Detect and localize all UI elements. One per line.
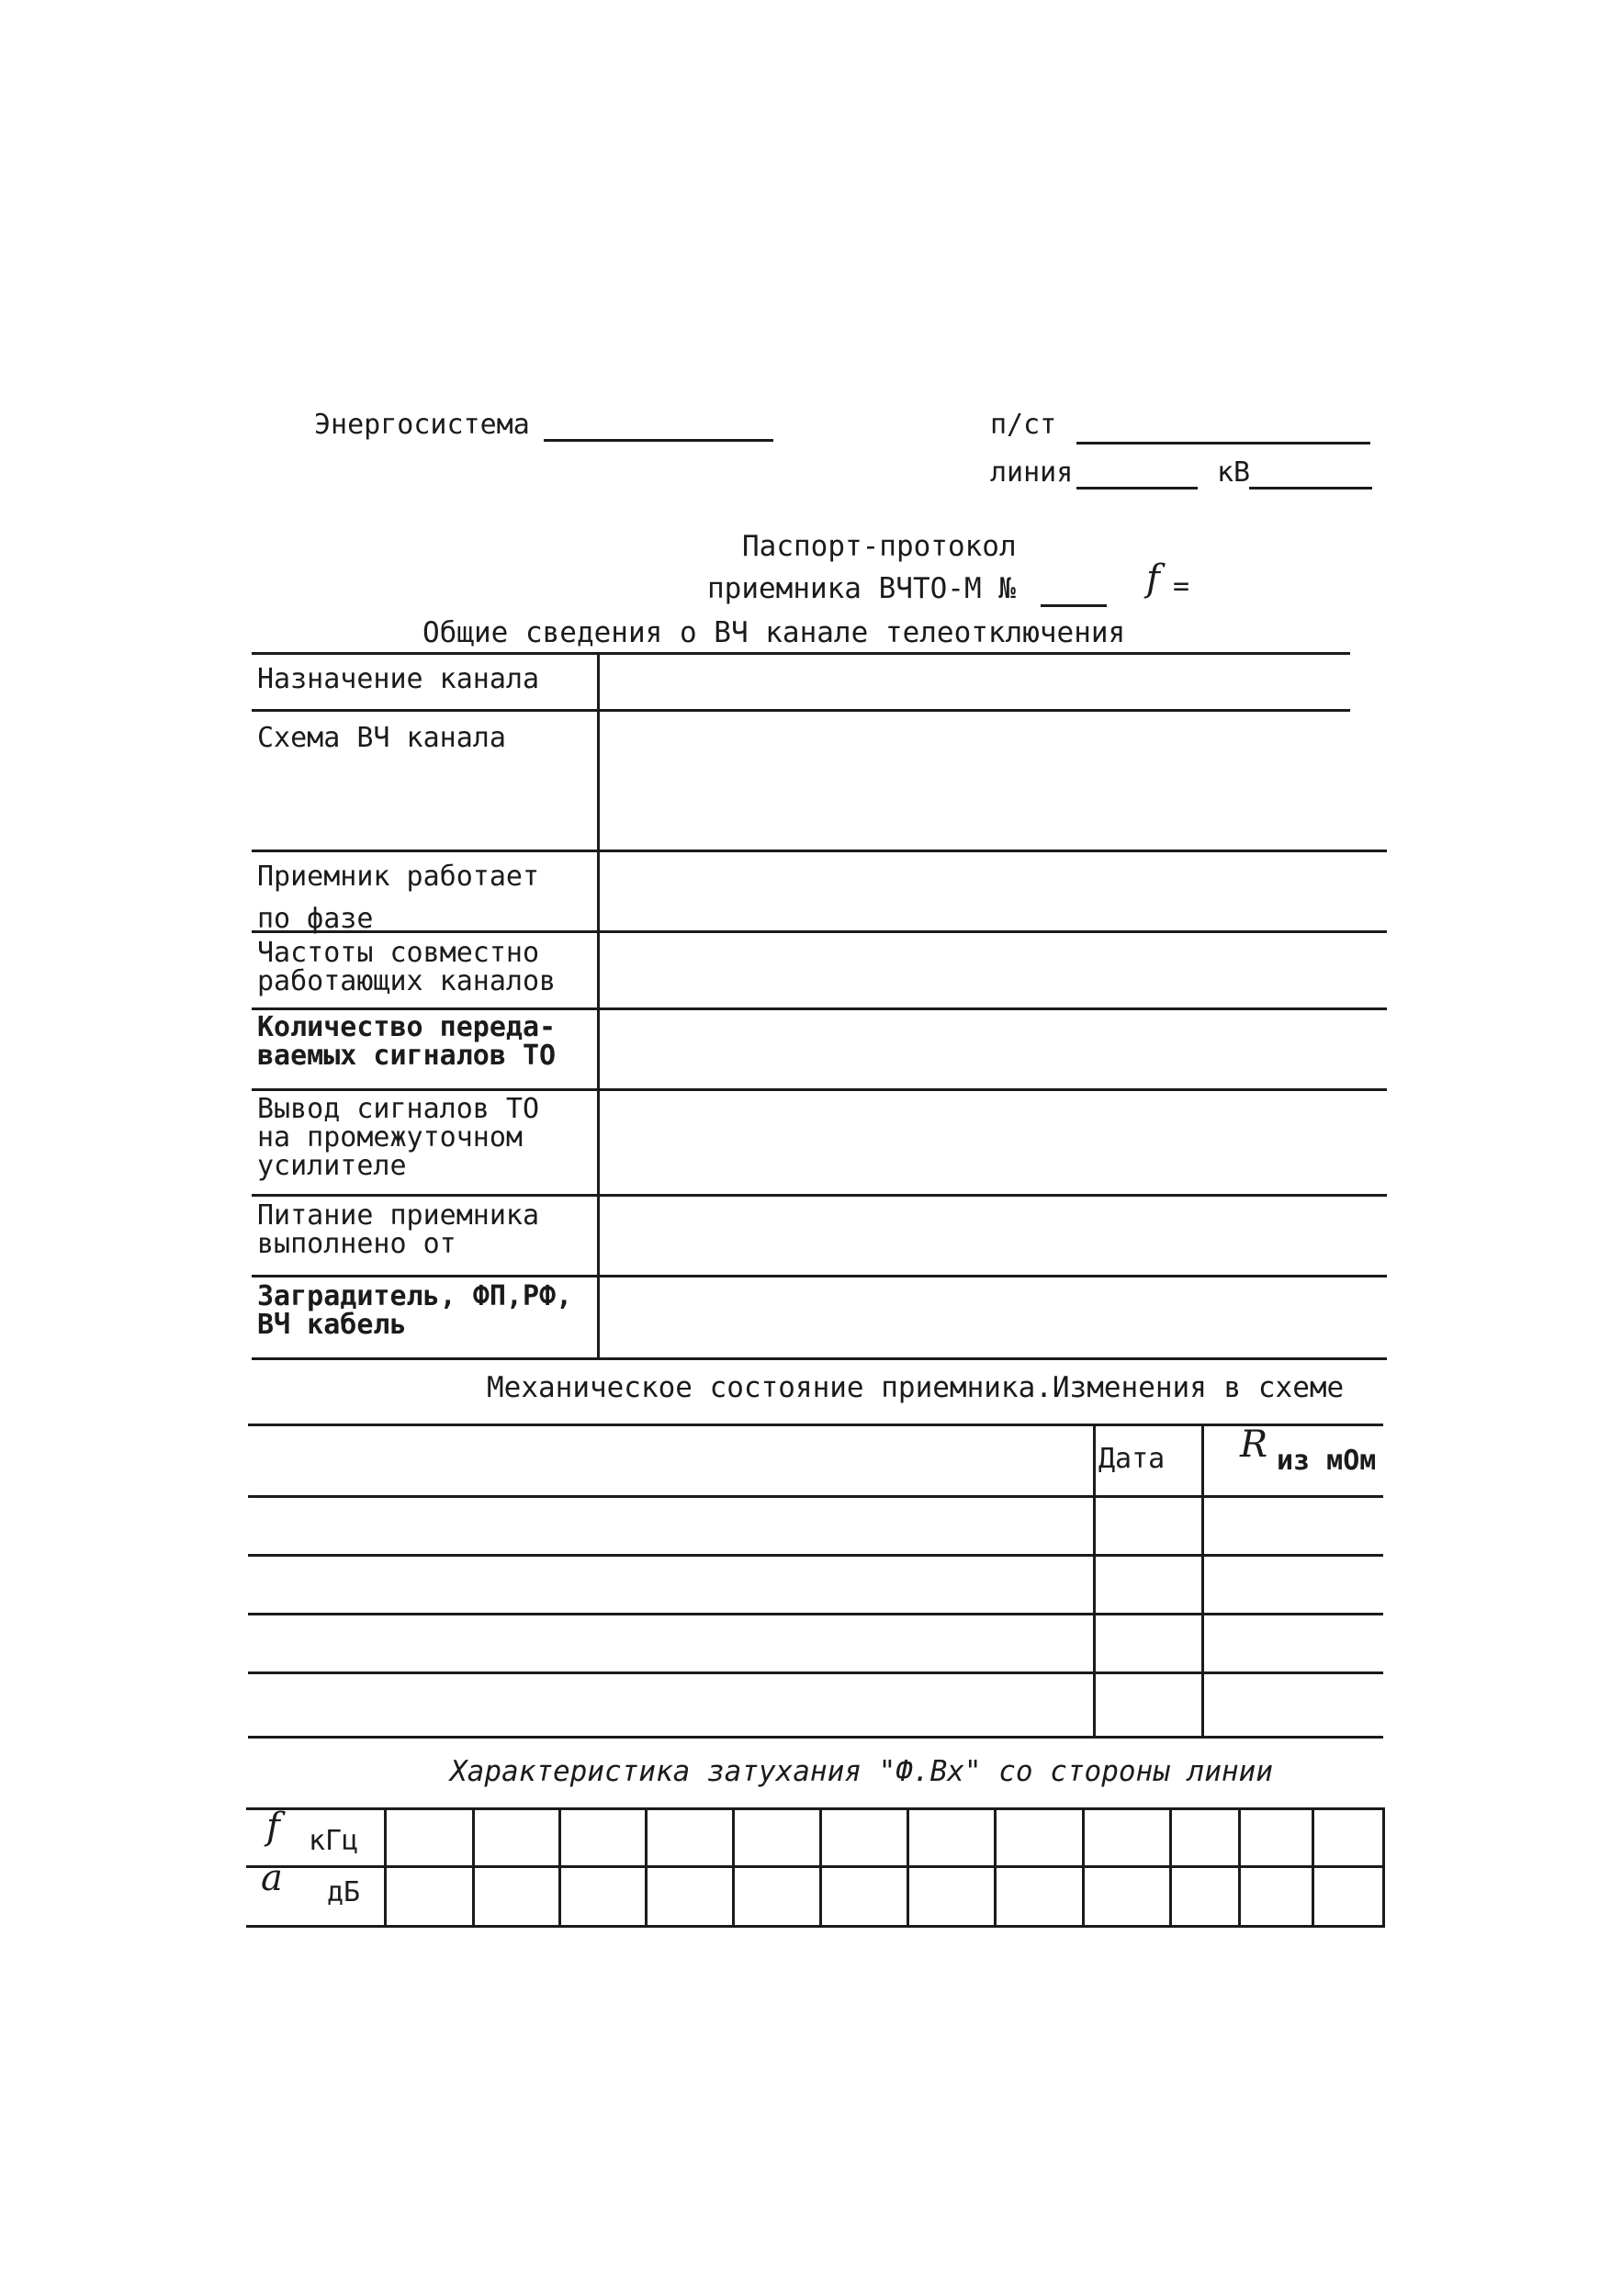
substation-field[interactable] bbox=[1076, 442, 1370, 445]
grid-column-line bbox=[1312, 1807, 1314, 1928]
grid-column-line bbox=[1238, 1807, 1241, 1928]
grid-column-line bbox=[1082, 1807, 1085, 1928]
frequency-symbol: f bbox=[1146, 557, 1160, 600]
row-label-scheme: Схема ВЧ канала bbox=[257, 722, 506, 754]
energosystem-field[interactable] bbox=[544, 439, 773, 442]
attenuation-top-border bbox=[246, 1807, 1385, 1810]
row-label-frequencies: Частоты совместно работающих каналов bbox=[257, 937, 557, 997]
row-border bbox=[252, 930, 1387, 933]
grid-column-line bbox=[472, 1807, 475, 1928]
attenuation-row-unit: дБ bbox=[327, 1876, 361, 1908]
general-top-border bbox=[252, 652, 1350, 655]
mechanical-date-divider bbox=[1093, 1425, 1096, 1738]
mechanical-bottom-border bbox=[248, 1736, 1383, 1739]
table-row-line[interactable] bbox=[248, 1671, 1383, 1674]
table-row-line[interactable] bbox=[248, 1554, 1383, 1557]
frequency-row-symbol: f bbox=[266, 1806, 280, 1848]
grid-column-line bbox=[645, 1807, 648, 1928]
frequency-row-unit: кГц bbox=[309, 1825, 359, 1857]
table-row-line[interactable] bbox=[248, 1613, 1383, 1615]
mechanical-heading: Механическое состояние приемника.Изменения в схеме bbox=[487, 1371, 1345, 1404]
grid-column-line bbox=[994, 1807, 997, 1928]
table-row-line[interactable] bbox=[248, 1495, 1383, 1498]
resistance-symbol: R bbox=[1240, 1424, 1268, 1466]
title-line1: Паспорт-протокол bbox=[742, 530, 1017, 563]
attenuation-heading: Характеристика затухания "Ф.Вх" со стороны линии bbox=[450, 1755, 1273, 1788]
row-border bbox=[252, 709, 1350, 712]
title-line2: приемника ВЧТО-М № bbox=[707, 572, 1016, 605]
grid-column-line bbox=[732, 1807, 735, 1928]
line-label: линия bbox=[990, 456, 1074, 489]
kv-label: кВ bbox=[1217, 456, 1251, 489]
mechanical-top-border bbox=[248, 1424, 1383, 1426]
grid-column-line bbox=[907, 1807, 909, 1928]
substation-label: п/ст bbox=[990, 409, 1057, 441]
general-column-divider bbox=[597, 654, 600, 1359]
row-border bbox=[252, 1275, 1387, 1277]
row-label-phase: Приемник работает по фазе bbox=[257, 861, 540, 935]
general-bottom-border bbox=[252, 1357, 1387, 1360]
row-border bbox=[252, 1007, 1387, 1010]
kv-field[interactable] bbox=[1249, 487, 1372, 490]
energosystem-label: Энергосистема bbox=[314, 409, 530, 441]
row-border bbox=[252, 850, 1387, 852]
grid-column-line bbox=[558, 1807, 561, 1928]
grid-column-line bbox=[1169, 1807, 1172, 1928]
attenuation-right-border bbox=[1382, 1807, 1385, 1928]
row-border bbox=[252, 1088, 1387, 1091]
receiver-number-field[interactable] bbox=[1041, 604, 1107, 607]
general-heading: Общие сведения о ВЧ канале телеотключения bbox=[422, 616, 1126, 649]
column-header-resistance: из мОм bbox=[1277, 1445, 1377, 1477]
mechanical-r-divider bbox=[1201, 1425, 1204, 1738]
line-field[interactable] bbox=[1076, 487, 1198, 490]
grid-column-line bbox=[819, 1807, 822, 1928]
frequency-equals: = bbox=[1173, 570, 1190, 602]
attenuation-row-symbol: a bbox=[261, 1857, 283, 1899]
column-header-date: Дата bbox=[1098, 1443, 1166, 1475]
row-label-signal-output: Вывод сигналов ТО на промежуточном усилителе bbox=[257, 1093, 540, 1182]
row-border bbox=[252, 1194, 1387, 1197]
row-label-trap: Заградитель, ФП,РФ, ВЧ кабель bbox=[257, 1280, 573, 1341]
attenuation-bottom-border bbox=[246, 1925, 1385, 1928]
row-label-signal-count: Количество переда- ваемых сигналов ТО bbox=[257, 1011, 557, 1072]
row-label-power: Питание приемника выполнено от bbox=[257, 1199, 540, 1260]
grid-column-line bbox=[384, 1807, 387, 1928]
attenuation-middle-border bbox=[246, 1865, 1385, 1868]
row-label-purpose: Назначение канала bbox=[257, 663, 540, 695]
